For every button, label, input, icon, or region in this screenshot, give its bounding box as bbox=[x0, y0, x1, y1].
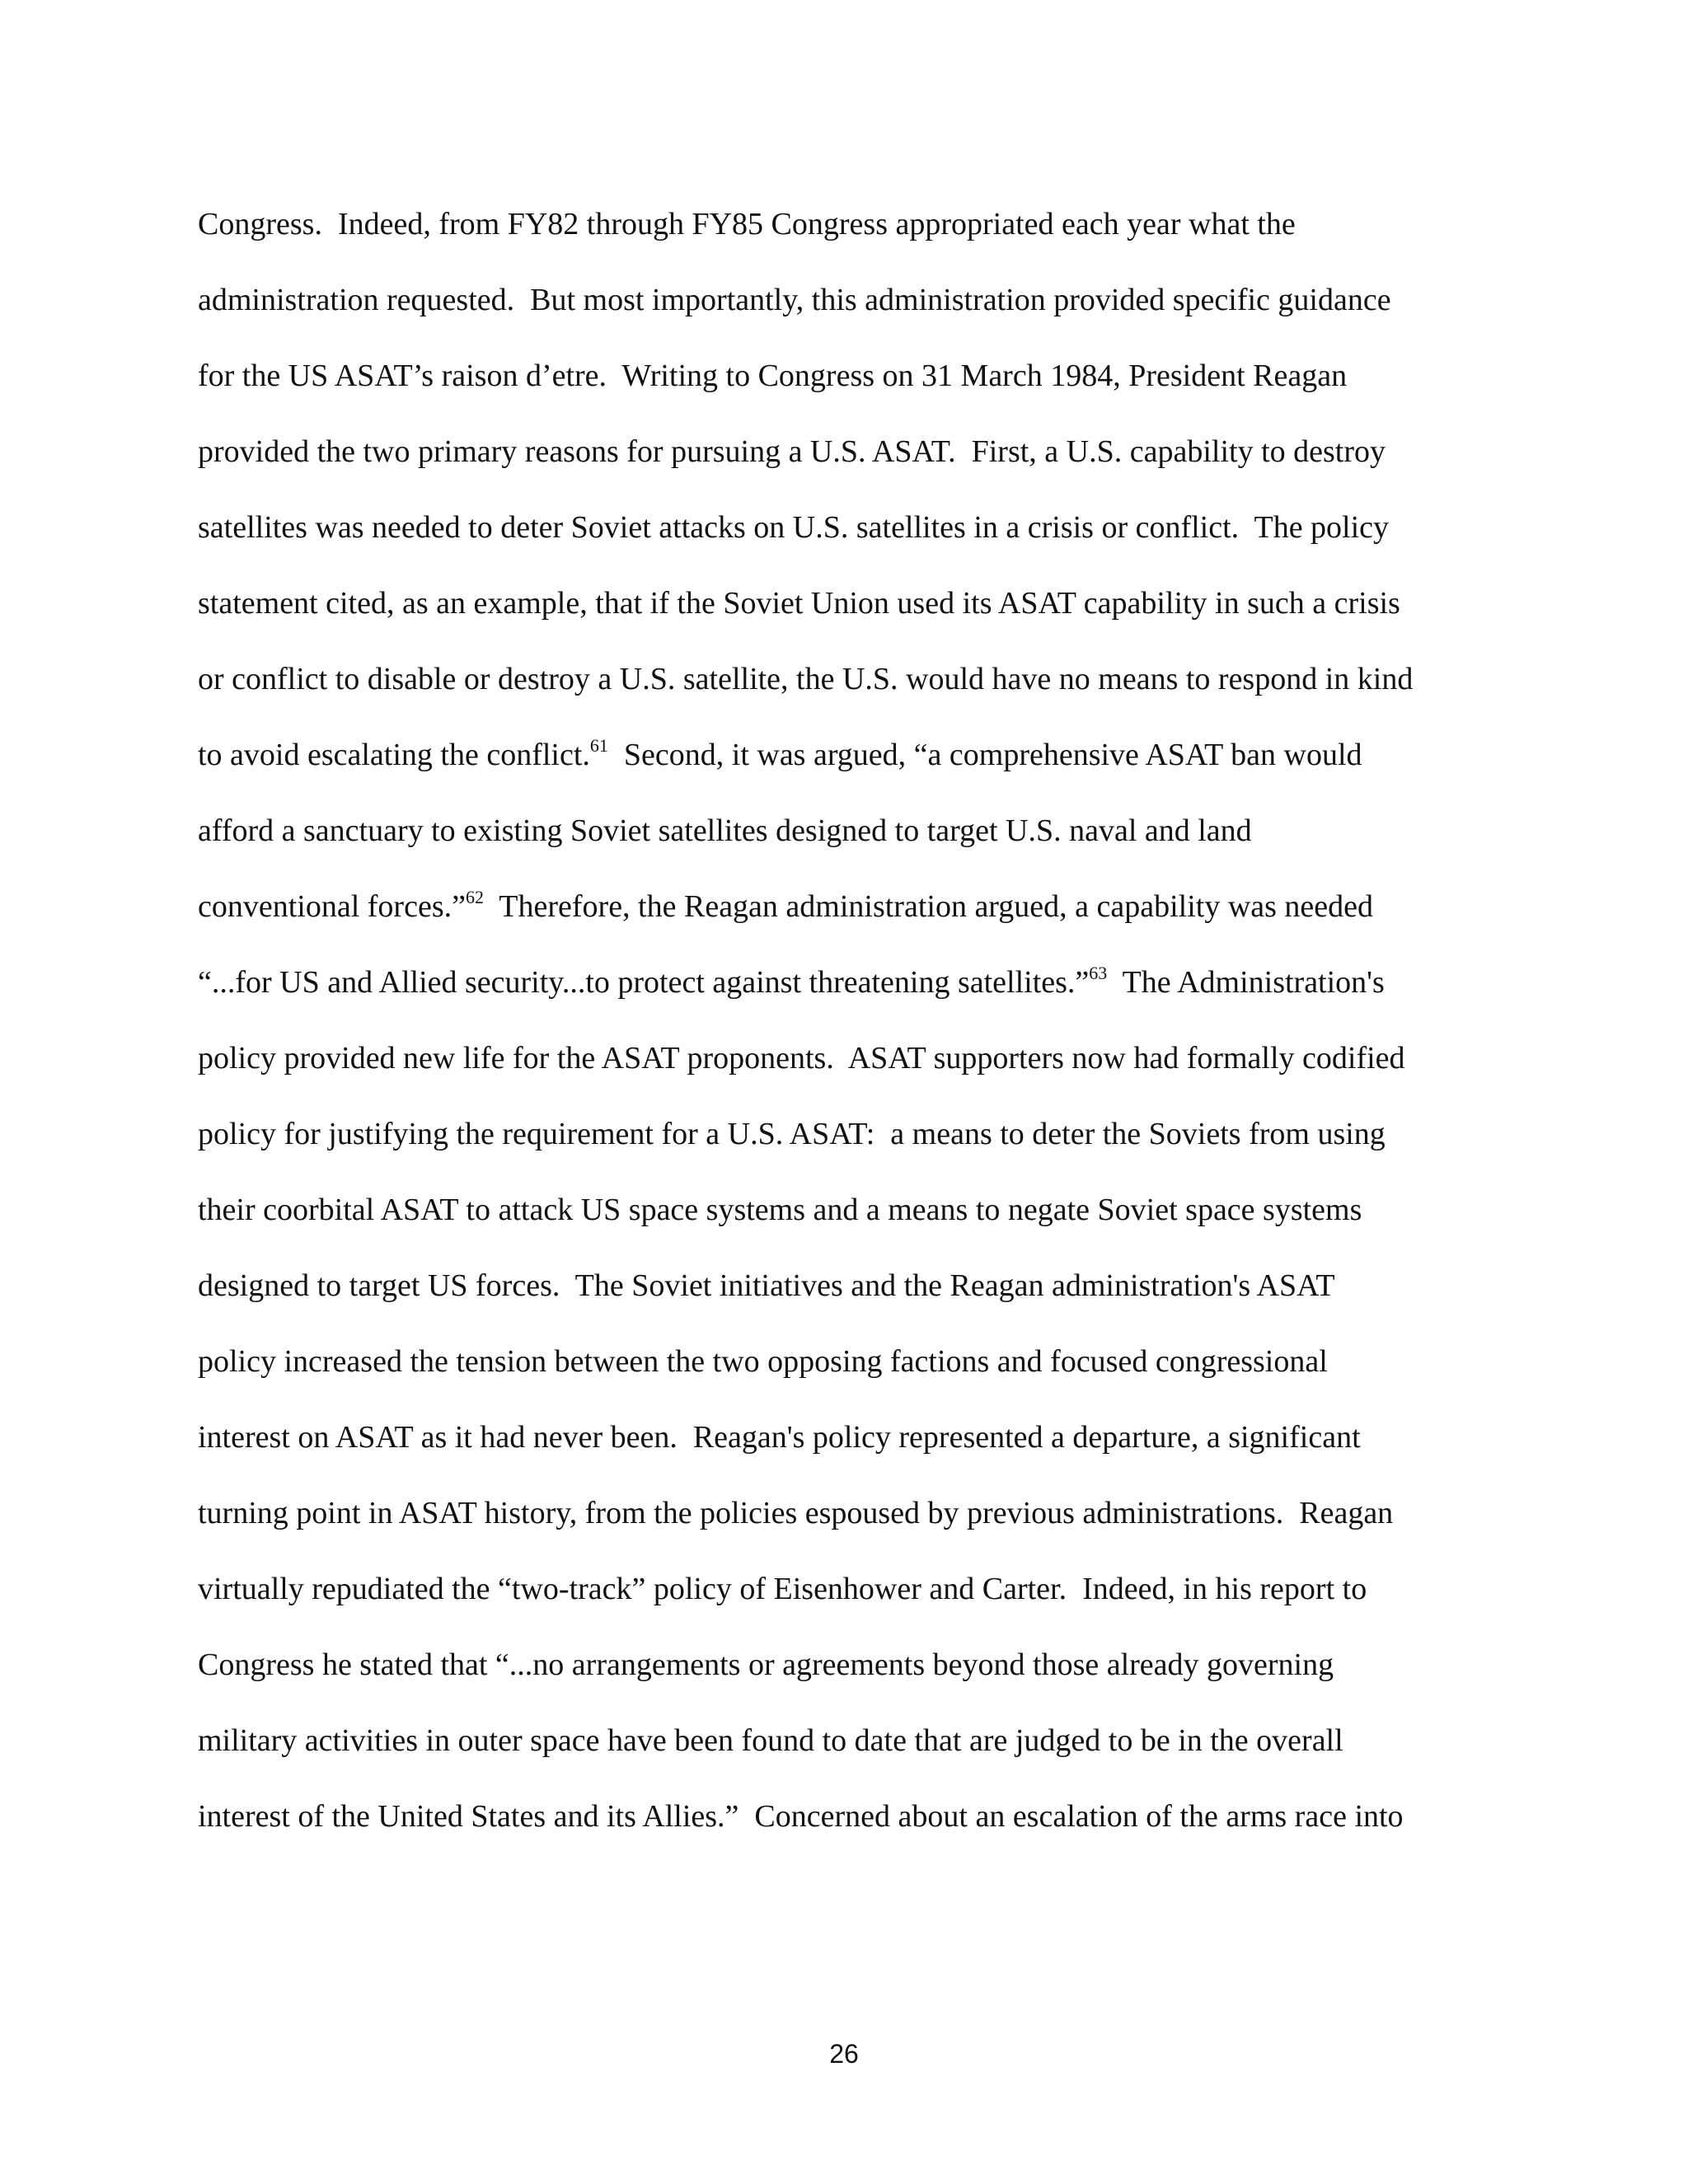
text-line: their coorbital ASAT to attack US space systems and a means to negate Soviet space systems bbox=[198, 1193, 1362, 1227]
text-segment: conventional forces.” bbox=[198, 889, 466, 924]
text-line: designed to target US forces. The Soviet initiatives and the Reagan administration's ASAT bbox=[198, 1268, 1335, 1303]
footnote-ref: 62 bbox=[465, 887, 484, 907]
text-line: Congress he stated that “...no arrangements or agreements beyond those already governing bbox=[198, 1647, 1334, 1682]
text-line: virtually repudiated the “two-track” policy of Eisenhower and Carter. Indeed, in his report to bbox=[198, 1572, 1367, 1606]
text-line: for the US ASAT’s raison d’etre. Writing to Congress on 31 March 1984, President Reagan bbox=[198, 359, 1348, 393]
text-line: turning point in ASAT history, from the policies espoused by previous administrations. Reagan bbox=[198, 1496, 1394, 1530]
text-line: policy provided new life for the ASAT proponents. ASAT supporters now had formally codified bbox=[198, 1041, 1405, 1076]
text-line: interest of the United States and its Allies.” Concerned about an escalation of the arms race into bbox=[198, 1799, 1404, 1834]
text-line: policy for justifying the requirement for a U.S. ASAT: a means to deter the Soviets from using bbox=[198, 1117, 1386, 1151]
text-line: policy increased the tension between the two opposing factions and focused congressional bbox=[198, 1344, 1328, 1379]
text-segment: “...for US and Allied security...to protect against threatening satellites.” bbox=[198, 965, 1090, 1000]
text-line bbox=[198, 717, 1533, 793]
text-line: statement cited, as an example, that if the Soviet Union used its ASAT capability in such a crisis bbox=[198, 586, 1400, 621]
footnote-ref: 63 bbox=[1089, 963, 1108, 983]
text-line: Congress. Indeed, from FY82 through FY85 Congress appropriated each year what the bbox=[198, 207, 1296, 241]
text-segment: to avoid escalating the conflict. bbox=[198, 738, 590, 772]
text-line: satellites was needed to deter Soviet attacks on U.S. satellites in a crisis or conflict. The policy bbox=[198, 510, 1390, 545]
text-line: provided the two primary reasons for pursuing a U.S. ASAT. First, a U.S. capability to destroy bbox=[198, 434, 1386, 469]
body-paragraph bbox=[198, 186, 1533, 1854]
text-segment: The Administration's bbox=[1107, 965, 1385, 1000]
text-line bbox=[198, 944, 1533, 1020]
text-line: administration requested. But most importantly, this administration provided specific guidance bbox=[198, 283, 1391, 317]
text-segment: Therefore, the Reagan administration argued, a capability was needed bbox=[483, 889, 1374, 924]
text-line: afford a sanctuary to existing Soviet satellites designed to target U.S. naval and land bbox=[198, 813, 1252, 848]
footnote-ref: 61 bbox=[589, 735, 608, 756]
text-segment: Second, it was argued, “a comprehensive ASAT ban would bbox=[607, 738, 1362, 772]
text-line: or conflict to disable or destroy a U.S. satellite, the U.S. would have no means to respond in kind bbox=[198, 662, 1414, 696]
text-line bbox=[198, 869, 1533, 944]
text-line: interest on ASAT as it had never been. Reagan's policy represented a departure, a significant bbox=[198, 1420, 1361, 1455]
text-line: military activities in outer space have been found to date that are judged to be in the overall bbox=[198, 1723, 1343, 1758]
page-number: 26 bbox=[829, 2039, 859, 2069]
